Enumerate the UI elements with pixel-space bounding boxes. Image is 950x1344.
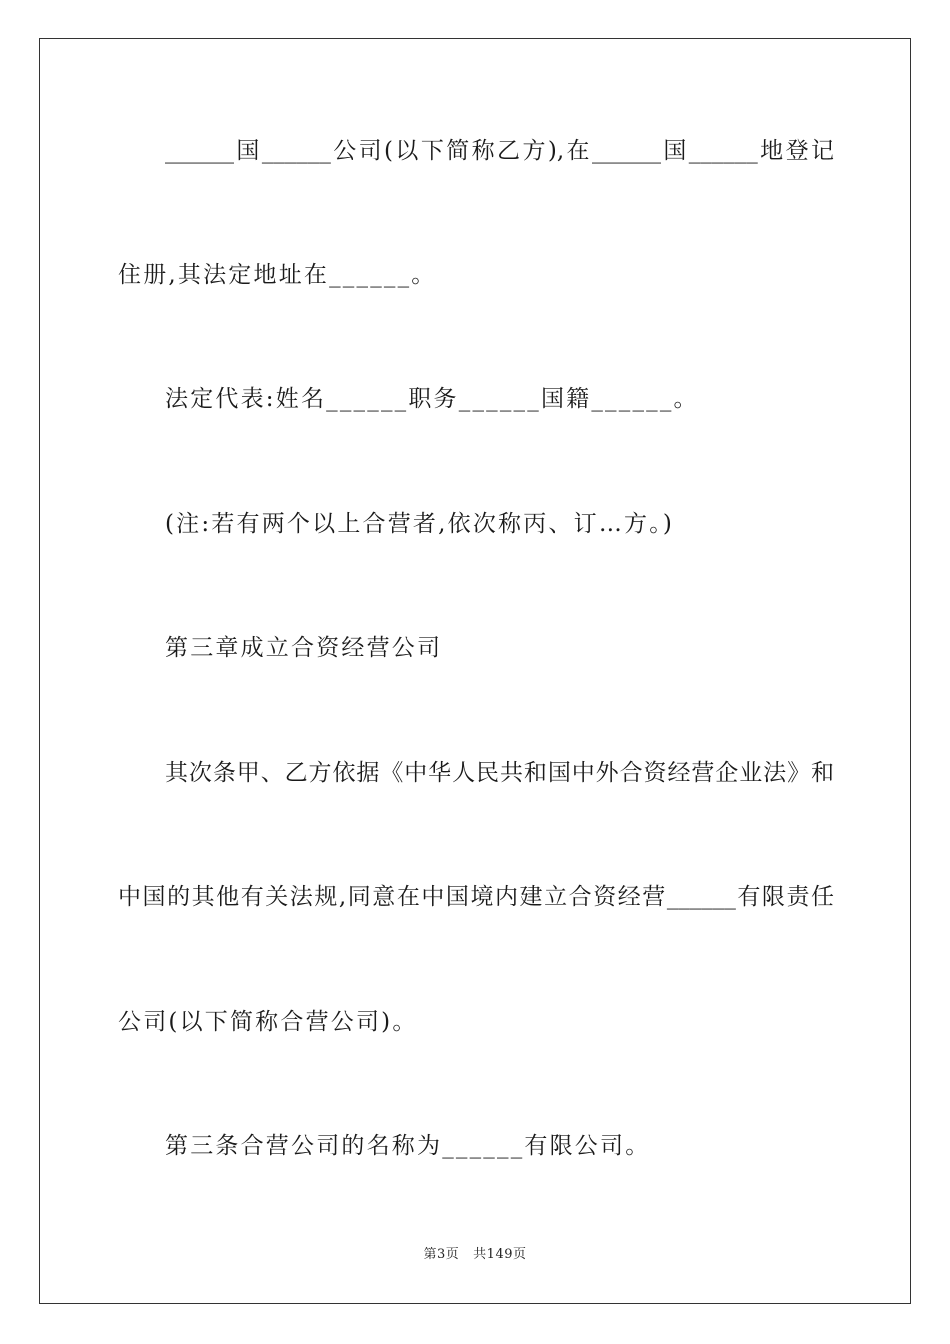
paragraph-line-9: 第三条合营公司的名称为______有限公司。 — [165, 1133, 651, 1159]
paragraph-line-8: 公司(以下简称合营公司)。 — [118, 1009, 418, 1035]
paragraph-line-7: 中国的其他有关法规,同意在中国境内建立合资经营______有限责任 — [118, 884, 834, 910]
paragraph-line-1: ______国______公司(以下简称乙方),在______国______地登记 — [165, 138, 834, 164]
page-number: 第3页 — [423, 1247, 460, 1262]
total-pages: 共149页 — [473, 1247, 527, 1262]
paragraph-line-2: 住册,其法定地址在______。 — [118, 262, 437, 288]
chapter-heading: 第三章成立合资经营公司 — [165, 635, 443, 661]
page-border — [39, 38, 911, 1304]
paragraph-line-4: (注:若有两个以上合营者,依次称丙、订…方。) — [165, 511, 675, 537]
page-footer — [0, 1246, 950, 1264]
paragraph-line-6: 其次条甲、乙方依据《中华人民共和国中外合资经营企业法》和 — [165, 760, 834, 786]
paragraph-line-3: 法定代表:姓名______职务______国籍______。 — [165, 386, 699, 412]
